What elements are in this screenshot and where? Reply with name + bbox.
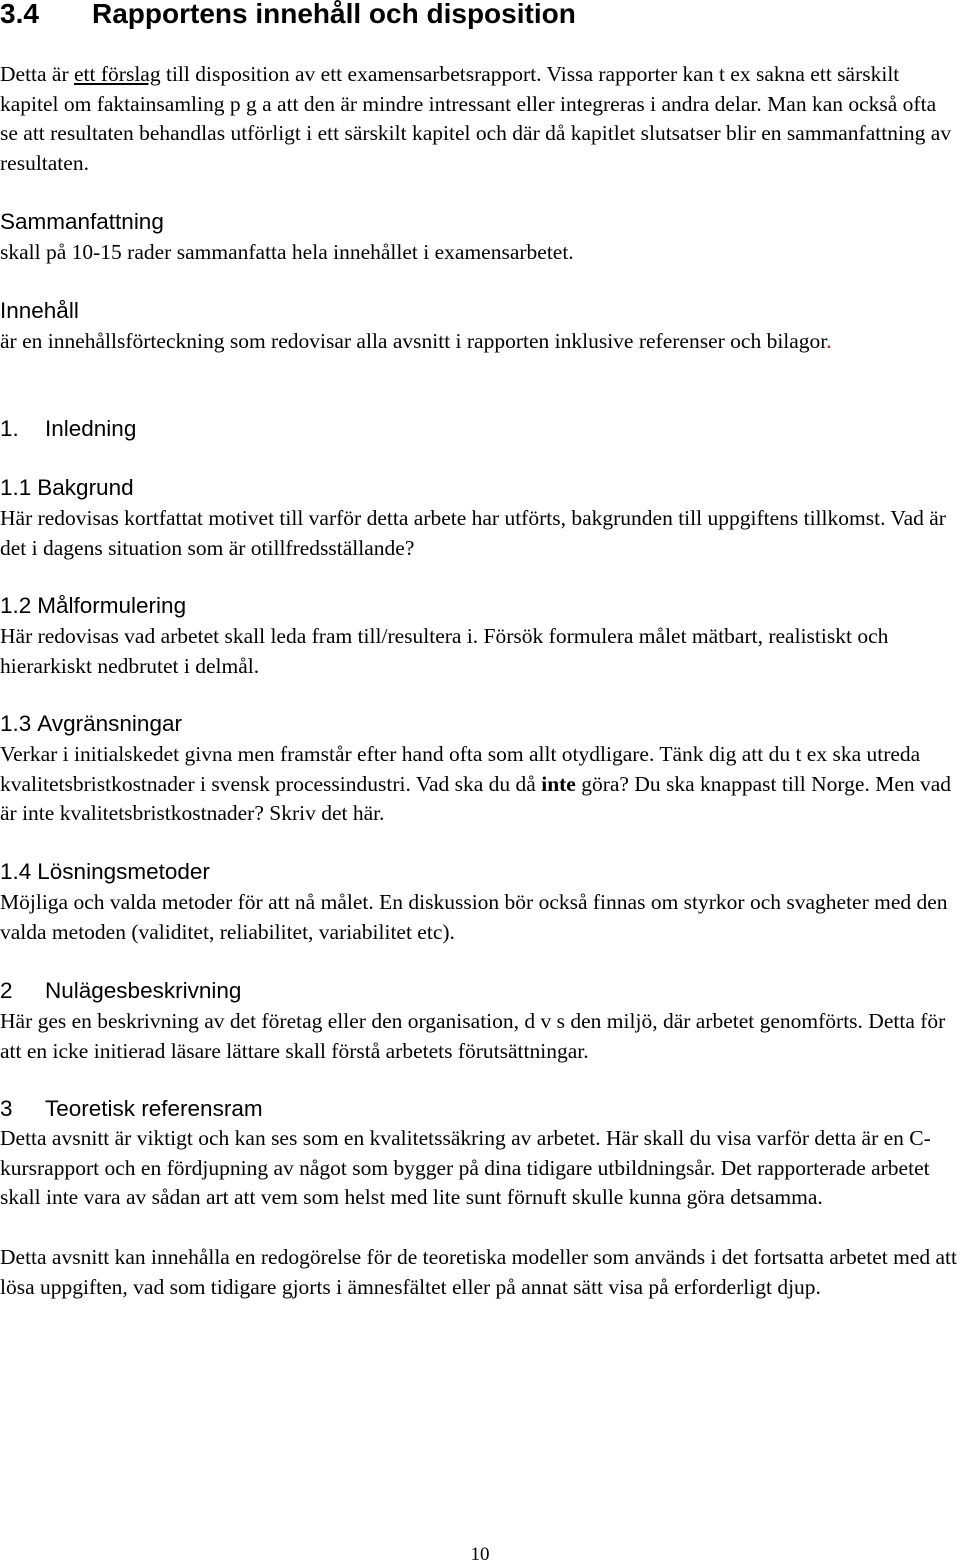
bakgrund-text: Här redovisas kortfattat motivet till varför detta arbete har utförts, bakgrunden till uppgiftens tillkomst. Vad är det i dagens situation som är otillfredsställande?: [0, 506, 946, 560]
heading-text: Bakgrund: [37, 475, 134, 500]
section-title-text: Rapportens innehåll och disposition: [92, 0, 576, 29]
heading-text: Målformulering: [37, 593, 187, 618]
page-number: 10: [470, 1544, 490, 1565]
heading-text: Lösningsmetoder: [37, 859, 210, 884]
nulagesbeskrivning-text: Här ges en beskrivning av det företag eller den organisation, d v s den miljö, där arbetet genomförts. Detta för att en icke initierad läsare lättare skall förstå arbetets förutsättningar.: [0, 1009, 946, 1063]
heading-teoretisk-referensram: [0, 1094, 263, 1124]
innehall-text: [0, 327, 958, 357]
heading-text: Nulägesbeskrivning: [45, 978, 242, 1003]
innehall-period: .: [826, 329, 832, 353]
heading-malformulering: [0, 591, 186, 621]
heading-bakgrund: [0, 473, 134, 503]
teoretisk-text-2: Detta avsnitt kan innehålla en redogörelse för de teoretiska modeller som används i det fortsatta arbetet med att lösa uppgiften, vad som tidigare gjorts i ämnesfältet eller på annat sätt visa på erforderligt djup.: [0, 1245, 958, 1299]
heading-number: 1.4: [0, 859, 32, 884]
innehall-text-body: är en innehållsförteckning som redovisar alla avsnitt i rapporten inklusive referenser och bilagor: [0, 329, 827, 353]
heading-number: 2: [0, 978, 13, 1003]
heading-text: Teoretisk referensram: [45, 1096, 263, 1121]
avgransningar-bold-word: inte: [541, 771, 576, 796]
innehall-heading: Innehåll: [0, 298, 79, 323]
losningsmetoder-text: Möjliga och valda metoder för att nå målet. En diskussion bör också finnas om styrkor och svagheter med den valda metoden (validitet, reliabilitet, variabilitet etc).: [0, 890, 948, 944]
heading-avgransningar: [0, 709, 182, 739]
sammanfattning-text: skall på 10-15 rader sammanfatta hela innehållet i examensarbetet.: [0, 240, 574, 264]
teoretisk-text-1: Detta avsnitt är viktigt och kan ses som en kvalitetssäkring av arbetet. Här skall du visa varför detta är en C-kursrapport och en fördjupning av något som bygger på dina tidigare utbildningsår. Det rapporterade arbetet skall inte vara av sådan art att vem som helst med lite sunt förnuft skulle kunna göra detsamma.: [0, 1126, 931, 1210]
section-title: [0, 0, 576, 32]
avgransningar-text-rest: göra? Du ska knappast till Norge. Men vad är inte kvalitetsbristkostnader? Skriv det här.: [0, 771, 952, 826]
intro-paragraph: [0, 60, 958, 178]
sammanfattning-heading: Sammanfattning: [0, 209, 164, 234]
avgransningar-text: [0, 740, 958, 829]
heading-number: 3: [0, 1096, 13, 1121]
avgransningar-text-start: Verkar i initialskedet givna men framstår efter hand ofta som allt otydligare. Tänk dig att du t ex ska utreda kvalitetsbristkostnader i svensk processindustri. Vad ska du då: [0, 742, 921, 796]
malformulering-text: Här redovisas vad arbetet skall leda fram till/resultera i. Försök formulera målet mätbart, realistiskt och hierarkiskt nedbrutet i delmål.: [0, 624, 889, 678]
heading-number: 1.3: [0, 711, 32, 736]
section-number: 3.4: [0, 0, 39, 29]
heading-inledning: [0, 414, 136, 444]
heading-number: 1.2: [0, 593, 32, 618]
heading-number: 1.1: [0, 475, 32, 500]
heading-nulagesbeskrivning: [0, 976, 241, 1006]
intro-text-start: Detta är: [0, 62, 75, 86]
heading-text: Inledning: [45, 416, 137, 441]
intro-underlined-text: ett förslag: [74, 62, 161, 86]
heading-number: 1.: [0, 416, 19, 441]
heading-losningsmetoder: [0, 857, 210, 887]
heading-text: Avgränsningar: [37, 711, 182, 736]
intro-text-rest: till disposition av ett examensarbetsrapport. Vissa rapporter kan t ex sakna ett särskilt kapitel om faktainsamling p g a att den är mindre intressant eller integreras i andra delar. Man kan också ofta se att resultaten behandlas utförligt i ett särskilt kapitel och där då kapitlet slutsatser blir en sammanfattning av resultaten.: [0, 62, 952, 175]
